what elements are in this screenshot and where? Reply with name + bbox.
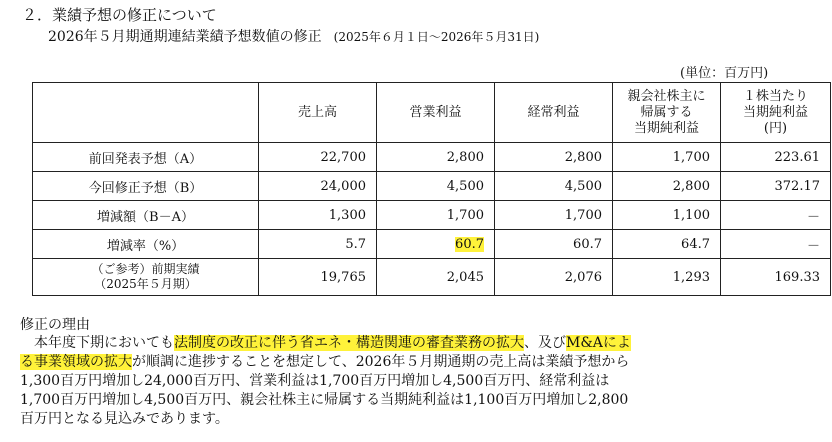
table-title-text: 2026年５月期通期連結業績予想数値の修正 <box>48 29 322 45</box>
row-label: 増減率（%） <box>33 230 259 259</box>
header-net-income: 親会社株主に 帰属する 当期純利益 <box>613 83 721 143</box>
reason-text: 、及び <box>524 335 566 351</box>
table-row-change-amount <box>33 201 831 230</box>
reason-text: 百万円となる見込みであります。 <box>20 411 229 427</box>
section-heading: ２．業績予想の修正について <box>22 6 217 24</box>
reason-text: 1,700百万円増加し4,500百万円、親会社株主に帰属する当期純利益は1,100百万円増加し2,800 <box>20 392 629 408</box>
header-operating-profit: 営業利益 <box>377 83 495 143</box>
table-row-change-rate <box>33 230 831 259</box>
row-label: 今回修正予想（B） <box>33 172 259 201</box>
reason-text: 1,300百万円増加し24,000百万円、営業利益は1,700百万円増加し4,500百万円、経常利益は <box>20 373 610 389</box>
cell-eps: 223.61 <box>721 143 831 172</box>
reason-title: 修正の理由 <box>20 317 90 333</box>
cell-net-income: 2,800 <box>613 172 721 201</box>
cell-ordinary-profit: 60.7 <box>495 230 613 259</box>
row-label: 増減額（B－A） <box>33 201 259 230</box>
cell-net-income: 1,700 <box>613 143 721 172</box>
cell-operating-profit: 2,045 <box>377 259 495 296</box>
table-row-previous-forecast <box>33 143 831 172</box>
header-eps: １株当たり 当期純利益 (円) <box>721 83 831 143</box>
cell-ordinary-profit: 1,700 <box>495 201 613 230</box>
cell-operating-profit: 2,800 <box>377 143 495 172</box>
cell-eps: 372.17 <box>721 172 831 201</box>
header-corner <box>33 83 259 143</box>
reason-line <box>20 334 820 353</box>
reason-line <box>20 391 820 410</box>
cell-net-income: 1,100 <box>613 201 721 230</box>
row-label: （ご参考）前期実績 （2025年５月期） <box>33 259 259 296</box>
forecast-table <box>32 82 831 296</box>
forecast-period: (2025年６月１日～2026年５月31日) <box>333 30 540 44</box>
header-sales: 売上高 <box>259 83 377 143</box>
row-label: 前回発表予想（A） <box>33 143 259 172</box>
table-row-revised-forecast <box>33 172 831 201</box>
table-title <box>48 26 539 46</box>
highlighted-value: 60.7 <box>455 236 484 252</box>
cell-net-income: 64.7 <box>613 230 721 259</box>
cell-eps: － <box>721 230 831 259</box>
reason-line <box>20 410 820 429</box>
cell-sales: 19,765 <box>259 259 377 296</box>
cell-sales: 24,000 <box>259 172 377 201</box>
reason-paragraph <box>20 334 820 429</box>
cell-eps: 169.33 <box>721 259 831 296</box>
unit-label: (単位：百万円) <box>680 66 769 81</box>
header-ordinary-profit: 経常利益 <box>495 83 613 143</box>
cell-net-income: 1,293 <box>613 259 721 296</box>
cell-ordinary-profit: 2,076 <box>495 259 613 296</box>
cell-operating-profit: 4,500 <box>377 172 495 201</box>
cell-operating-profit <box>377 230 495 259</box>
cell-sales: 1,300 <box>259 201 377 230</box>
reason-line <box>20 353 820 372</box>
table-row-prior-year-actual <box>33 259 831 296</box>
reason-line <box>20 372 820 391</box>
reason-text: が順調に進捗することを想定して、2026年５月期通期の売上高は業績予想から <box>132 354 630 370</box>
cell-ordinary-profit: 2,800 <box>495 143 613 172</box>
cell-eps: － <box>721 201 831 230</box>
highlighted-text: る事業領域の拡大 <box>20 354 132 370</box>
cell-operating-profit: 1,700 <box>377 201 495 230</box>
highlighted-text: 法制度の改正に伴う省エネ・構造関連の審査業務の拡大 <box>174 335 524 351</box>
highlighted-text: M&Aによ <box>566 335 631 351</box>
cell-sales: 22,700 <box>259 143 377 172</box>
cell-ordinary-profit: 4,500 <box>495 172 613 201</box>
reason-text: 本年度下期においても <box>20 335 174 351</box>
cell-sales: 5.7 <box>259 230 377 259</box>
